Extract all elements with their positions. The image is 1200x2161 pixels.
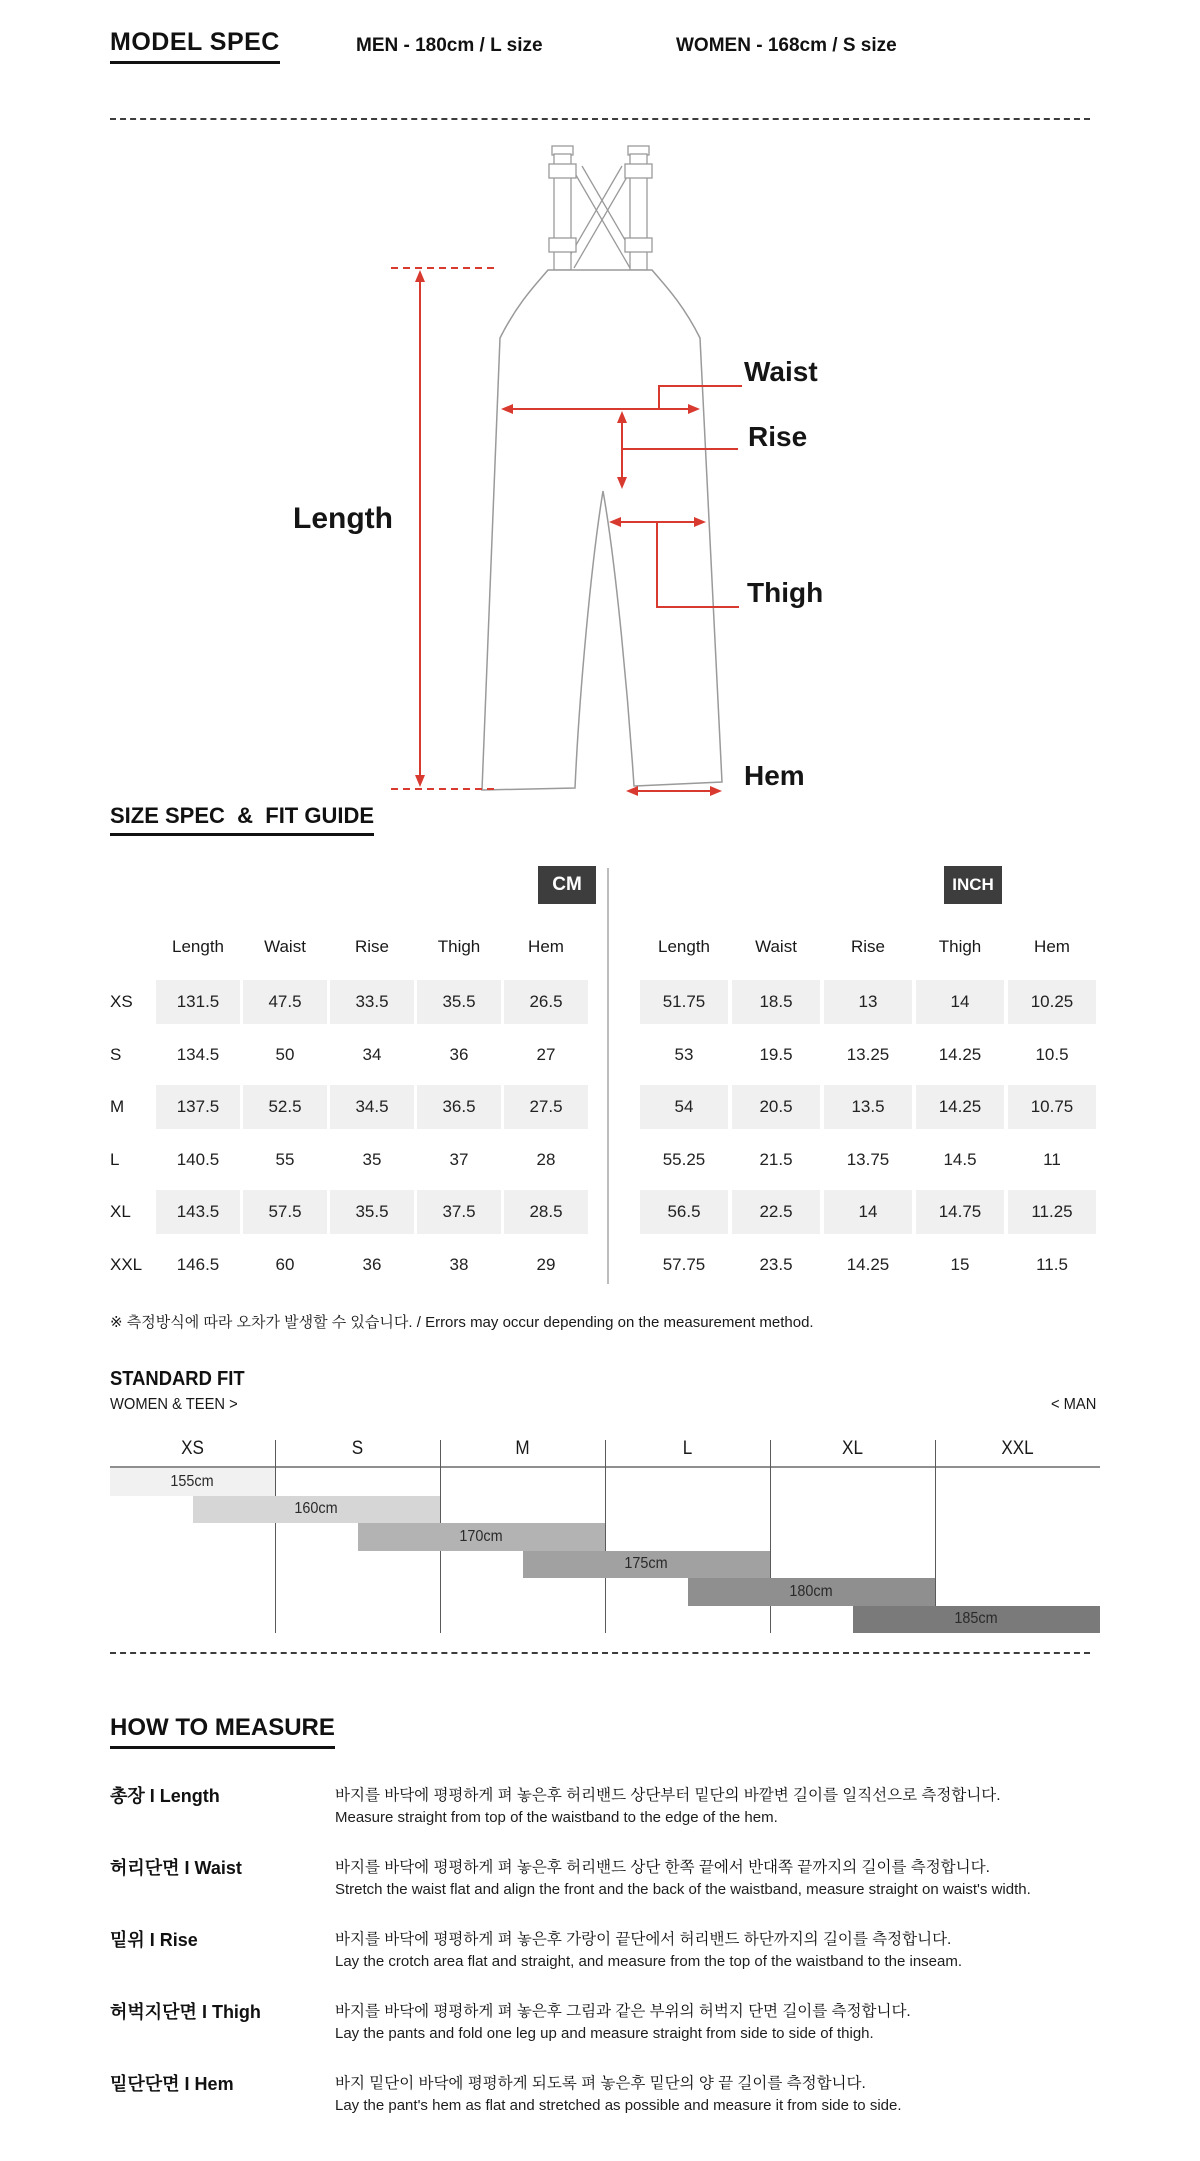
inch-cell-m-rise: 13.5 [824, 1085, 912, 1129]
column-header-thigh: Thigh [437, 937, 481, 956]
fit-size-label-xxl: XXL [1001, 1438, 1034, 1459]
size-row-label-l: L [110, 1149, 120, 1169]
cm-cell-xl-hem: 28.5 [504, 1190, 588, 1234]
inch-cell-xl-length: 56.5 [640, 1190, 728, 1234]
inch-cell-xl-rise: 14 [824, 1190, 912, 1234]
page-header [110, 28, 1090, 68]
cm-cell-xxl-hem: 29 [536, 1254, 556, 1274]
top-dashed-divider [110, 118, 1090, 120]
fit-bar-label: 185cm [954, 1610, 998, 1628]
inch-cell-l-thigh: 14.5 [943, 1149, 977, 1169]
cm-cell-s-length: 134.5 [176, 1044, 220, 1064]
column-header-length: Length [658, 937, 710, 956]
measure-ko-4: 바지 밑단이 바닥에 평평하게 되도록 펴 놓은후 밑단의 양 끝 길이를 측정합니다. [335, 2075, 866, 2092]
pants-measurement-diagram [0, 140, 1200, 820]
fit-bar-label: 180cm [789, 1582, 833, 1600]
measure-ko-3: 바지를 바닥에 평평하게 펴 놓은후 그림과 같은 부위의 허벅지 단면 길이를 측정합니다. [335, 2003, 911, 2020]
fit-bar-155cm [110, 1468, 275, 1496]
cm-cell-xs-waist: 47.5 [243, 980, 327, 1024]
size-spec-heading-wrap [110, 803, 374, 836]
cm-cell-xs-hem: 26.5 [504, 980, 588, 1024]
measure-row-0 [110, 1772, 1100, 1844]
cm-cell-xl-rise: 35.5 [330, 1190, 414, 1234]
measure-en-1: Stretch the waist flat and align the front and the back of the waistband, measure straight on waist's width. [335, 1881, 1031, 1898]
rise-label: Rise [748, 421, 808, 452]
column-header-rise: Rise [850, 937, 885, 956]
measure-label-1: 허리단면 I Waist [110, 1858, 242, 1878]
cm-cell-l-hem: 28 [536, 1149, 556, 1169]
inch-cell-l-hem: 11 [1043, 1149, 1061, 1169]
size-row-label-xs: XS [110, 992, 133, 1012]
inch-cell-l-waist: 21.5 [759, 1149, 793, 1169]
inch-cell-xs-length: 51.75 [640, 980, 728, 1024]
fit-size-label-l: L [682, 1438, 693, 1459]
inch-cell-xxl-hem: 11.5 [1036, 1254, 1068, 1274]
inch-cell-xxl-rise: 14.25 [846, 1254, 890, 1274]
inch-cell-m-thigh: 14.25 [916, 1085, 1004, 1129]
cm-cell-s-rise: 34 [362, 1044, 382, 1064]
inch-cell-xxl-waist: 23.5 [759, 1254, 793, 1274]
fit-bar-170cm [358, 1523, 606, 1551]
fit-bar-175cm [523, 1551, 771, 1579]
measure-en-0: Measure straight from top of the waistband to the edge of the hem. [335, 1809, 778, 1826]
fit-caption-left: WOMEN & TEEN > [110, 1396, 238, 1413]
inch-cell-xxl-thigh: 15 [950, 1254, 970, 1274]
measurement-note: ※ 측정방식에 따라 오차가 발생할 수 있습니다. / Errors may occur depending on the measurement method. [110, 1314, 814, 1331]
fit-caption-right: < MAN [1050, 1396, 1096, 1413]
cm-cell-xxl-thigh: 38 [449, 1254, 469, 1274]
measure-ko-1: 바지를 바닥에 평평하게 펴 놓은후 허리밴드 상단 한쪽 끝에서 반대쪽 끝까지의 길이를 측정합니다. [335, 1859, 990, 1876]
inch-cell-xl-thigh: 14.75 [916, 1190, 1004, 1234]
column-header-length: Length [172, 937, 224, 956]
column-header-hem: Hem [1034, 937, 1070, 956]
suspender-straps [549, 146, 652, 270]
pants-outline [482, 270, 722, 790]
fit-size-label-xs: XS [181, 1438, 204, 1459]
column-header-waist: Waist [755, 937, 797, 956]
cm-cell-xxl-length: 146.5 [176, 1254, 220, 1274]
column-header-thigh: Thigh [938, 937, 982, 956]
inch-cell-xs-waist: 18.5 [732, 980, 820, 1024]
fit-bar-180cm [688, 1578, 936, 1606]
cm-cell-xxl-rise: 36 [362, 1254, 382, 1274]
cm-cell-m-length: 137.5 [156, 1085, 240, 1129]
size-spec-title: SIZE SPEC & FIT GUIDE [110, 803, 374, 836]
inch-cell-l-rise: 13.75 [846, 1149, 890, 1169]
length-label: Length [293, 502, 393, 535]
size-table-cm [110, 918, 588, 1291]
inch-cell-xs-thigh: 14 [916, 980, 1004, 1024]
cm-cell-s-waist: 50 [275, 1044, 295, 1064]
size-row-label-xl: XL [110, 1202, 131, 1222]
cm-cell-s-hem: 27 [536, 1044, 556, 1064]
cm-cell-m-hem: 27.5 [504, 1085, 588, 1129]
inch-cell-xs-rise: 13 [824, 980, 912, 1024]
cm-cell-xs-rise: 33.5 [330, 980, 414, 1024]
cm-cell-l-rise: 35 [362, 1149, 382, 1169]
inch-badge: INCH [944, 866, 1002, 904]
measure-row-4 [110, 2060, 1100, 2132]
cm-cell-xxl-waist: 60 [275, 1254, 295, 1274]
cm-cell-m-waist: 52.5 [243, 1085, 327, 1129]
size-row-label-s: S [110, 1044, 122, 1064]
fit-size-label-xl: XL [842, 1438, 863, 1459]
measure-row-2 [110, 1916, 1100, 1988]
measure-ko-0: 바지를 바닥에 평평하게 펴 놓은후 허리밴드 상단부터 밑단의 바깥변 길이를 일직선으로 측정합니다. [335, 1787, 1001, 1804]
measure-label-0: 총장 I Length [110, 1786, 220, 1806]
cm-cell-l-length: 140.5 [176, 1149, 220, 1169]
fit-size-label-m: M [515, 1438, 530, 1459]
hem-label: Hem [744, 760, 805, 791]
table-corner [110, 918, 153, 976]
inch-cell-s-thigh: 14.25 [938, 1044, 982, 1064]
table-divider [607, 868, 609, 1284]
column-header-rise: Rise [354, 937, 389, 956]
inch-cell-xxl-length: 57.75 [662, 1254, 706, 1274]
measure-label-2: 밑위 I Rise [110, 1930, 198, 1950]
inch-cell-xl-hem: 11.25 [1008, 1190, 1096, 1234]
cm-cell-xl-waist: 57.5 [243, 1190, 327, 1234]
cm-cell-xl-thigh: 37.5 [417, 1190, 501, 1234]
measure-row-1 [110, 1844, 1100, 1916]
cm-cell-xl-length: 143.5 [156, 1190, 240, 1234]
fit-bar-label: 170cm [459, 1527, 503, 1545]
inch-cell-l-length: 55.25 [662, 1149, 706, 1169]
cm-cell-xs-thigh: 35.5 [417, 980, 501, 1024]
fit-bar-label: 160cm [294, 1500, 338, 1518]
column-header-hem: Hem [528, 937, 564, 956]
standard-fit-title: STANDARD FIT [110, 1368, 245, 1390]
measure-row-3 [110, 1988, 1100, 2060]
measure-en-3: Lay the pants and fold one leg up and measure straight from side to side of thigh. [335, 2025, 874, 2042]
inch-cell-m-length: 54 [640, 1085, 728, 1129]
size-table-inch [640, 918, 1096, 1291]
size-row-label-xxl: XXL [110, 1254, 143, 1274]
model-spec-women: WOMEN - 168cm / S size [676, 35, 897, 56]
model-spec-men: MEN - 180cm / L size [356, 35, 543, 56]
page-title: MODEL SPEC [110, 28, 280, 64]
measure-ko-2: 바지를 바닥에 평평하게 펴 놓은후 가랑이 끝단에서 허리밴드 하단까지의 길이를 측정합니다. [335, 1931, 952, 1948]
inch-cell-s-length: 53 [674, 1044, 694, 1064]
fit-bar-160cm [193, 1496, 441, 1524]
thigh-label: Thigh [747, 577, 824, 608]
cm-cell-s-thigh: 36 [449, 1044, 469, 1064]
inch-cell-m-waist: 20.5 [732, 1085, 820, 1129]
measure-en-2: Lay the crotch area flat and straight, and measure from the top of the waistband to the inseam. [335, 1953, 963, 1970]
bib-pants-line-art [0, 140, 1200, 820]
fit-size-label-s: S [351, 1438, 364, 1459]
measure-label-3: 허벅지단면 I Thigh [110, 2002, 261, 2022]
fit-bar-label: 175cm [624, 1555, 668, 1573]
waist-label: Waist [744, 356, 818, 387]
inch-cell-s-hem: 10.5 [1035, 1044, 1069, 1064]
cm-cell-l-waist: 55 [275, 1149, 295, 1169]
inch-cell-s-rise: 13.25 [846, 1044, 890, 1064]
inch-cell-xl-waist: 22.5 [732, 1190, 820, 1234]
cm-cell-xs-length: 131.5 [156, 980, 240, 1024]
cm-cell-l-thigh: 37 [449, 1149, 469, 1169]
fit-bar-label: 155cm [170, 1472, 215, 1490]
measure-instructions [110, 1772, 1100, 2132]
cm-cell-m-rise: 34.5 [330, 1085, 414, 1129]
inch-cell-xs-hem: 10.25 [1008, 980, 1096, 1024]
size-row-label-m: M [110, 1097, 125, 1117]
measure-en-4: Lay the pant's hem as flat and stretched as possible and measure it from side to side. [335, 2097, 902, 2114]
how-to-measure-title: HOW TO MEASURE [110, 1714, 335, 1749]
inch-cell-s-waist: 19.5 [759, 1044, 793, 1064]
how-to-measure-heading-wrap [110, 1714, 335, 1749]
suspender-cross-straps [565, 166, 639, 268]
cm-badge: CM [538, 866, 596, 904]
measure-label-4: 밑단단면 I Hem [110, 2074, 234, 2094]
cm-cell-m-thigh: 36.5 [417, 1085, 501, 1129]
column-header-waist: Waist [264, 937, 306, 956]
standard-fit-chart [110, 1432, 1100, 1637]
fit-bar-185cm [853, 1606, 1101, 1634]
inch-cell-m-hem: 10.75 [1008, 1085, 1096, 1129]
bottom-dashed-divider [110, 1652, 1090, 1654]
